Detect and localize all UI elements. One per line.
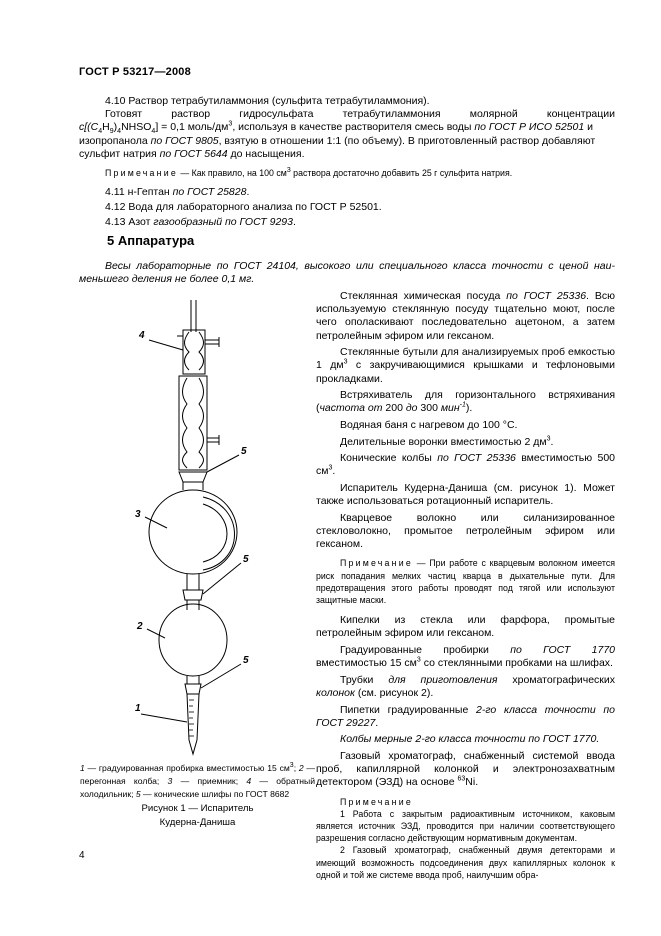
para-4-10-line1: Готовят раствор гидросульфата тетрабутиламмония молярной концентрации: [105, 108, 615, 121]
intro-line1: Весы лабораторные по ГОСТ 24104, высокого или специального класса точности с ценой наи-: [105, 260, 615, 272]
graduation-marks: [189, 700, 194, 736]
apparatus-bottles: Стеклянные бутыли для анализируемых проб емкостью 1 $дм^3$ с закручивающимися крышками и тефлоновыми прокладками.: [316, 346, 615, 385]
apparatus-water-bath: Водяная баня с нагревом до 100 °С.: [340, 419, 518, 431]
apparatus-glassware: Стеклянная химическая посуда по ГОСТ 25336. Всю используемую стеклянную посуду тщательно моют, после чего ополаскивают последовательно ацетоном, а затем петролейным эфиром или гексаном.: [316, 290, 615, 342]
apparatus-volumetric-flasks: Колбы мерные 2-го класса точности по ГОСТ 1770.: [340, 733, 600, 746]
apparatus-evaporator: Испаритель Кудерна-Даниша (см. рисунок 1). Может также использоваться ротационный испаритель.: [316, 481, 615, 508]
note-4-10: Примечание — Как правило, на 100 $см^3$ раствора достаточно добавить 25 г сульфита натрия.: [105, 167, 513, 179]
figure-label: 1: [135, 703, 141, 714]
leader-2: [147, 629, 165, 638]
apparatus-gas-chromatograph: Газовый хроматограф, снабженный системой ввода проб, капиллярной колонкой и электронозахватным детектором (ЭЗД) на основе $^{63}$Ni.: [316, 749, 615, 789]
note-quartz-wool: Примечание — При работе с кварцевым волокном имеется риск попадания мелких частиц кварца в дыхательные пути. Для предотвращения этого работы проводят под тягой или используют защитные маски.: [316, 558, 615, 605]
leader-1: [141, 714, 187, 722]
conical-joint-upper: [179, 472, 207, 482]
apparatus-shaker: Встряхиватель для горизонтального встряхивания (частота от 200 до 300 мин$^{-1}$).: [316, 389, 615, 415]
conical-joint-middle: [183, 590, 203, 600]
figure-label: 5: [241, 446, 247, 457]
note-gc-label: Примечание: [340, 796, 413, 807]
document-header: ГОСТ Р 53217—2008: [79, 66, 191, 78]
figure-label: 4: [139, 330, 145, 341]
receiver-flask: [149, 490, 237, 574]
apparatus-quartz-wool: Кварцевое волокно или силанизированное стекловолокно, промытое петролейным эфиром или гексаном.: [316, 511, 615, 551]
apparatus-conical-flasks: Конические колбы по ГОСТ 25336 вместимостью 500 $см^3$.: [316, 452, 615, 478]
figure-label: 2: [137, 621, 143, 632]
figure-legend: 1 — градуированная пробирка вместимостью 15 $см^3$; 2 — перегонная колба; 3 — приемник; 4 — обратный холодильник; 5 — конические шлифы по ГОСТ 8682: [80, 762, 316, 799]
apparatus-graduated-tubes: Градуированные пробирки по ГОСТ 1770 вместимостью 15 $см^3$ со стеклянными пробками на шлифах.: [316, 644, 615, 670]
figure-label: 3: [135, 509, 141, 520]
conical-joint-lower: [185, 684, 201, 694]
leader-5c: [201, 664, 241, 688]
para-4-10-line2: $c[(C_4H_9)_4NHSO_4] = 0,1$ моль/$дм^3$, используя в качестве растворителя смесь воды по ГОСТ Р ИСО 52501 и: [79, 120, 593, 136]
figure-caption: Рисунок 1 — Испаритель Кудерна-Даниша: [141, 803, 254, 828]
leader-4: [149, 340, 183, 350]
leader-5a: [207, 455, 239, 472]
figure-label: 5: [243, 554, 249, 565]
distillation-flask: [159, 604, 227, 676]
note-gc-2: 2 Газовый хроматограф, снабженный двумя детекторами и имеющий возможность подсоединения двух капиллярных колонок к одной и той же системе ввода проб, наилучшим обра-: [316, 845, 615, 880]
apparatus-pipettes: Пипетки градуированные 2-го класса точности по ГОСТ 29227.: [316, 703, 615, 729]
intro-line2: меньшего деления не более 0,1 мг.: [79, 273, 255, 286]
para-4-13: 4.13 Азот газообразный по ГОСТ 9293.: [105, 215, 296, 228]
note-gc-1: 1 Работа с закрытым радиоактивным источником, каковым является источник ЭЗД, проводится при наличии соответствующего разрешения согласно действующим нормативным документам.: [316, 808, 615, 844]
figure-label: 5: [243, 655, 249, 666]
para-4-10-line3: изопропанола по ГОСТ 9805, взятую в отношении 1:1 (по объему). В приготовленный раствор добавляют: [79, 134, 596, 147]
section-5-intro: [79, 260, 615, 286]
apparatus-column-tubes: Трубки для приготовления хроматографических колонок (см. рисунок 2).: [316, 673, 615, 699]
kuderna-danish-evaporator-figure: [79, 292, 319, 832]
para-4-10-title: 4.10 Раствор тетрабутиламмония (сульфита тетрабутиламмония).: [105, 95, 430, 107]
leader-5b: [203, 563, 241, 594]
leader-3: [145, 517, 167, 528]
page-number: 4: [79, 850, 85, 861]
apparatus-list: [316, 290, 615, 881]
section-4-block: [79, 95, 615, 229]
para-4-10-line4: сульфит натрия по ГОСТ 5644 до насыщения.: [79, 147, 305, 160]
apparatus-boiling-chips: Кипелки из стекла или фарфора, промытые петролейным эфиром или гексаном.: [316, 614, 615, 640]
para-4-12: 4.12 Вода для лабораторного анализа по ГОСТ Р 52501.: [105, 200, 382, 213]
apparatus-funnels: Делительные воронки вместимостью 2 $дм^3$.: [340, 435, 554, 448]
para-4-11: 4.11 н-Гептан по ГОСТ 25828.: [105, 186, 250, 199]
section-5-title: 5 Аппаратура: [107, 233, 195, 248]
